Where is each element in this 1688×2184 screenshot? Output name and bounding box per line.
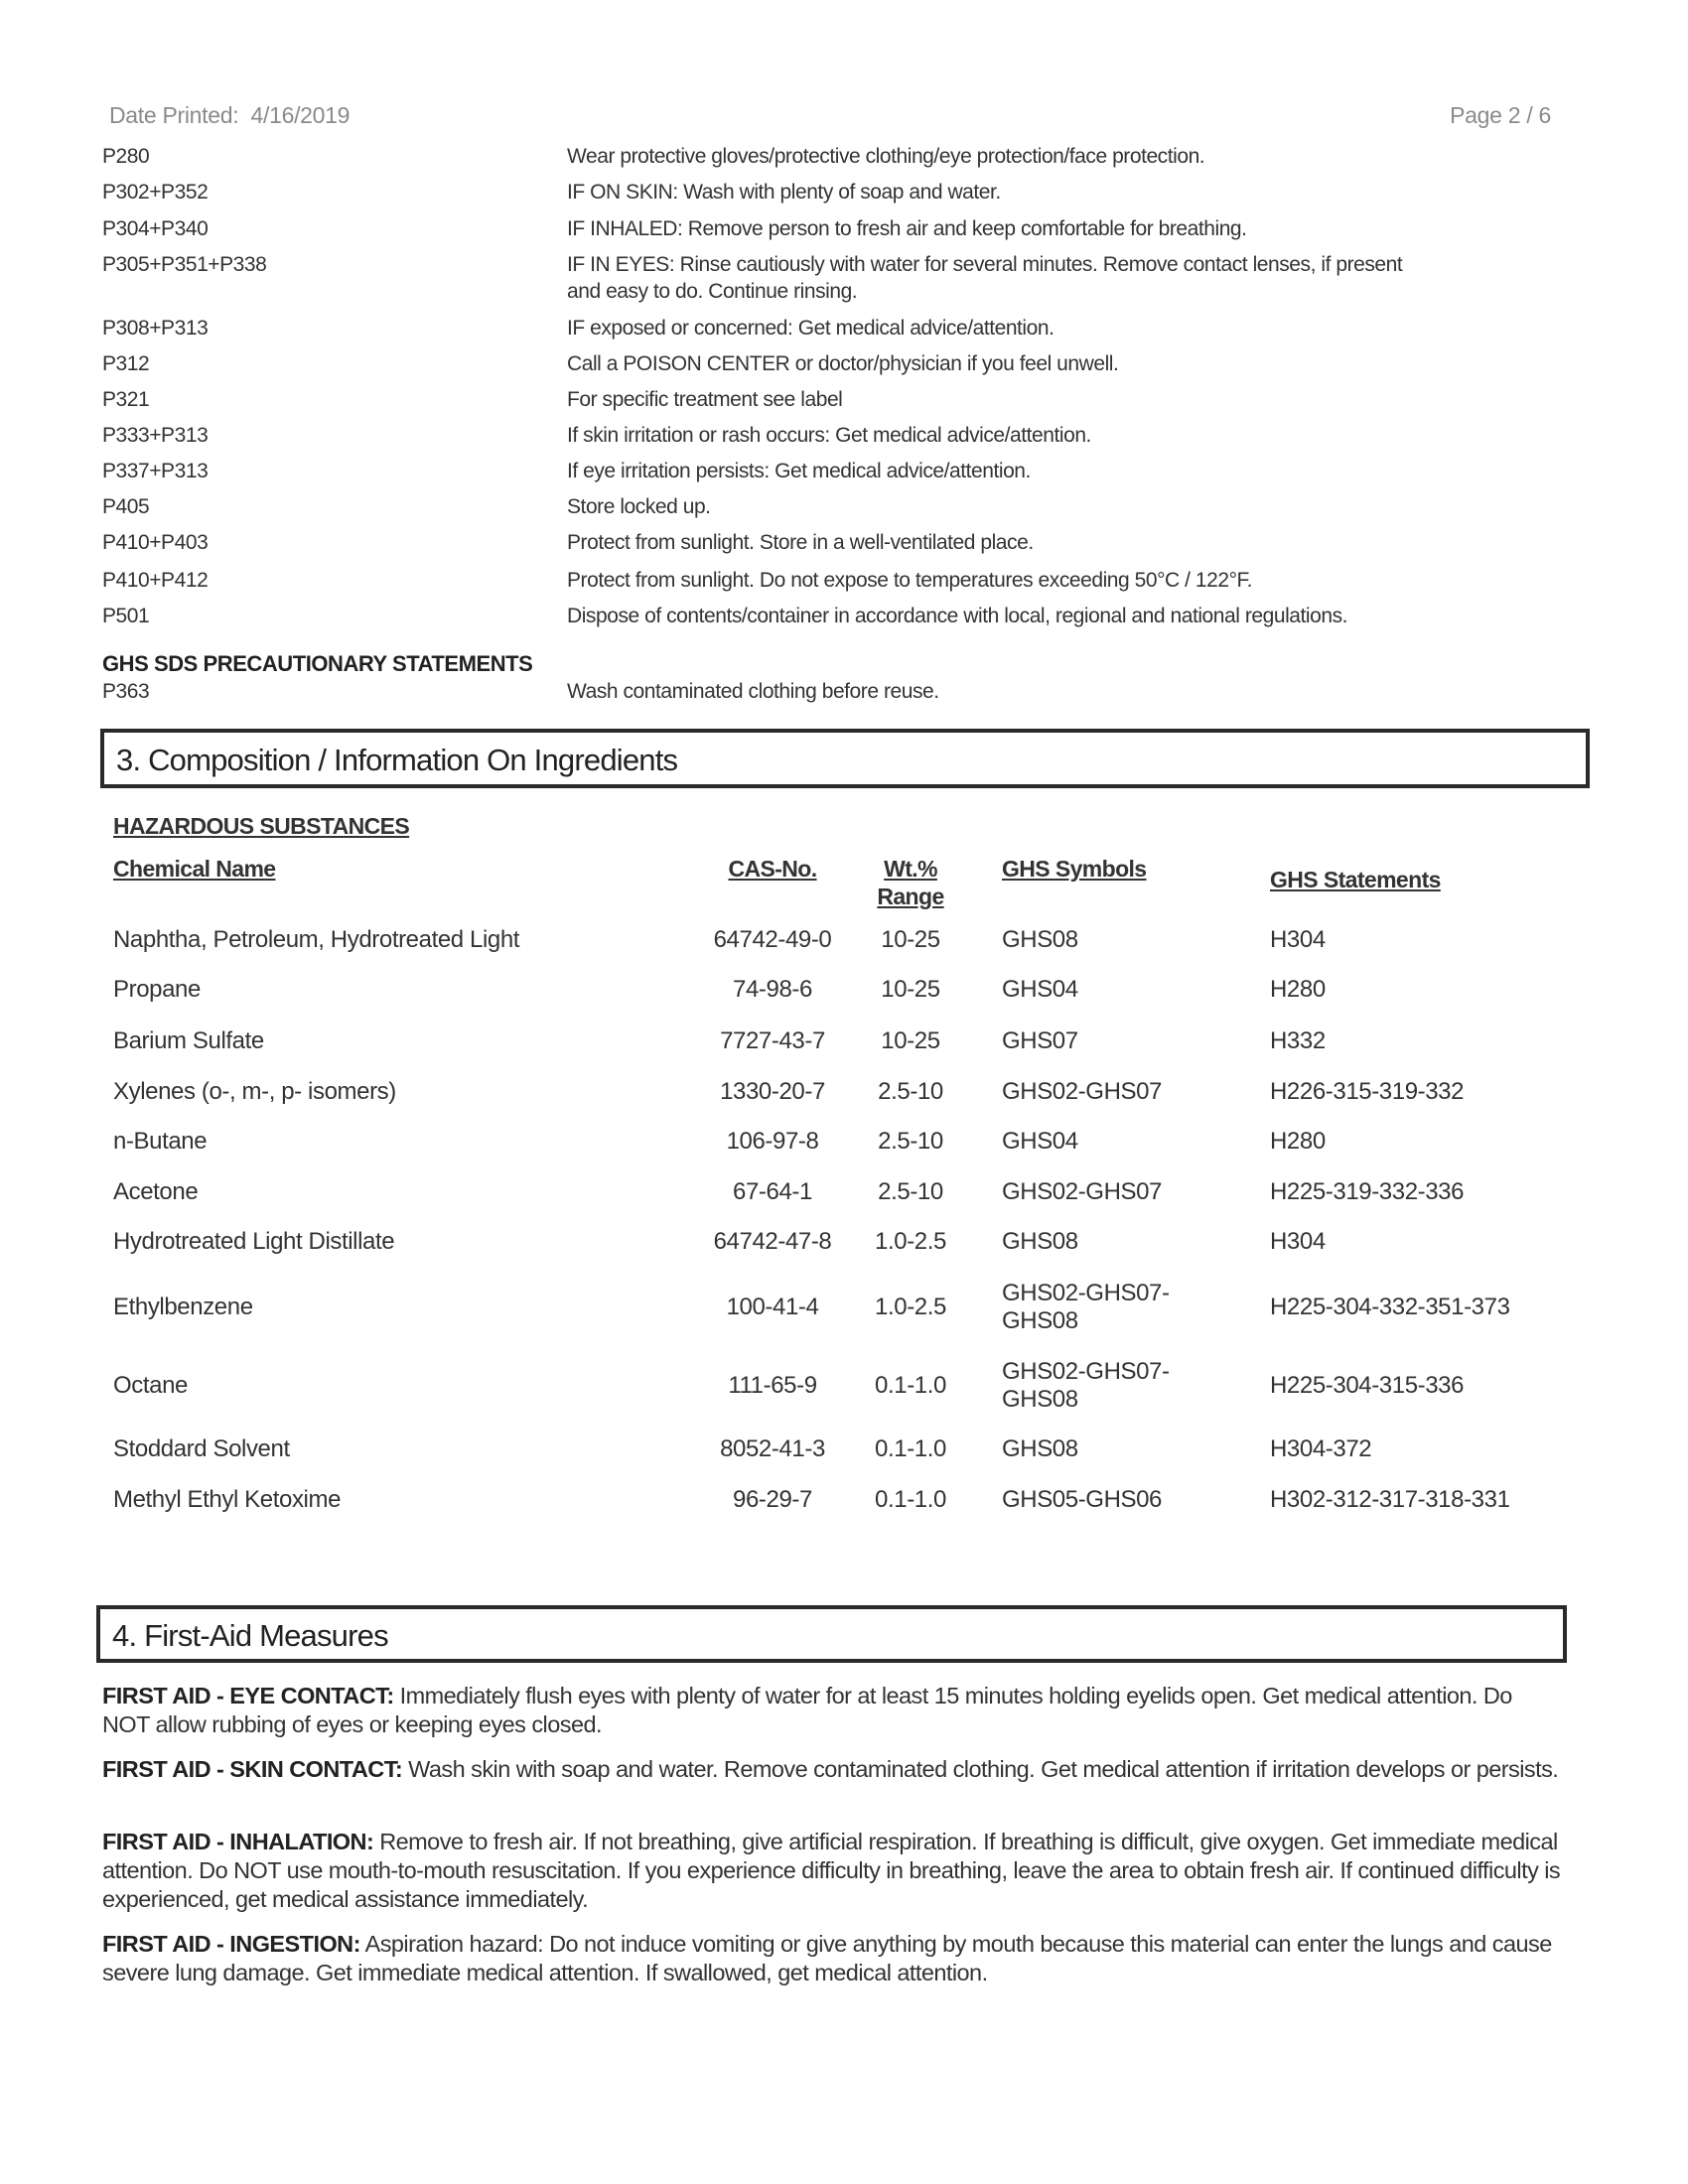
ghs-sds-heading: GHS SDS PRECAUTIONARY STATEMENTS — [102, 651, 533, 676]
section-3-header — [100, 729, 1590, 788]
first-aid-label: FIRST AID - SKIN CONTACT: — [102, 1756, 403, 1782]
precautionary-text: Protect from sunlight. Store in a well-ventilated place. — [567, 531, 1034, 554]
precautionary-code: P410+P403 — [102, 531, 209, 554]
ghs-symbols: GHS07 — [1002, 1027, 1078, 1054]
page-number: Page 2 / 6 — [1450, 102, 1551, 128]
cas-number: 1330-20-7 — [720, 1078, 825, 1105]
chemical-name: Acetone — [113, 1178, 199, 1205]
col-cas-no: CAS-No. — [728, 856, 817, 882]
precautionary-code: P333+P313 — [102, 424, 209, 447]
chemical-name: Naphtha, Petroleum, Hydrotreated Light — [113, 926, 520, 953]
chemical-name: Hydrotreated Light Distillate — [113, 1228, 395, 1255]
ghs-symbols: GHS08 — [1002, 1435, 1078, 1462]
ghs-statements: H304 — [1270, 926, 1326, 953]
section-3-title: 3. Composition / Information On Ingredients — [116, 743, 678, 777]
date-printed-value: 4/16/2019 — [250, 102, 351, 128]
precautionary-code: P304+P340 — [102, 217, 209, 240]
cas-number: 7727-43-7 — [720, 1027, 825, 1054]
ghs-symbols: GHS08 — [1002, 1228, 1078, 1255]
cas-number: 96-29-7 — [733, 1486, 812, 1513]
ghs-statements: H302-312-317-318-331 — [1270, 1486, 1510, 1513]
chemical-name: n-Butane — [113, 1128, 208, 1155]
precautionary-code: P410+P412 — [102, 569, 209, 592]
section-4-title: 4. First-Aid Measures — [112, 1618, 388, 1653]
first-aid-item — [102, 1930, 1562, 1987]
ghs-symbols: GHS05-GHS06 — [1002, 1486, 1162, 1513]
wt-range: 2.5-10 — [878, 1078, 943, 1105]
ghs-symbols: GHS02-GHS07 — [1002, 1178, 1162, 1205]
first-aid-item — [102, 1755, 1562, 1784]
ghs-statements: H225-304-315-336 — [1270, 1372, 1465, 1399]
cas-number: 74-98-6 — [733, 976, 812, 1003]
ghs-sds-text: Wash contaminated clothing before reuse. — [567, 680, 939, 703]
ghs-statements: H332 — [1270, 1027, 1326, 1054]
precautionary-code: P501 — [102, 605, 150, 627]
cas-number: 64742-49-0 — [713, 926, 832, 953]
precautionary-text: IF INHALED: Remove person to fresh air and keep comfortable for breathing. — [567, 217, 1247, 240]
wt-range: 10-25 — [881, 926, 940, 953]
chemical-name: Barium Sulfate — [113, 1027, 264, 1054]
cas-number: 67-64-1 — [733, 1178, 812, 1205]
first-aid-item — [102, 1682, 1562, 1739]
first-aid-text: Wash skin with soap and water. Remove contaminated clothing. Get medical attention if irritation develops or persists. — [402, 1756, 1559, 1782]
first-aid-label: FIRST AID - INHALATION: — [102, 1829, 374, 1854]
ghs-symbols-continued: GHS08 — [1002, 1386, 1078, 1413]
cas-number: 8052-41-3 — [720, 1435, 825, 1462]
precautionary-text: Protect from sunlight. Do not expose to temperatures exceeding 50°C / 122°F. — [567, 569, 1252, 592]
ghs-symbols: GHS04 — [1002, 976, 1078, 1003]
wt-range: 2.5-10 — [878, 1128, 943, 1155]
precautionary-text: Store locked up. — [567, 495, 711, 518]
ghs-statements: H304-372 — [1270, 1435, 1372, 1462]
precautionary-code: P308+P313 — [102, 317, 209, 340]
ghs-statements: H304 — [1270, 1228, 1326, 1255]
precautionary-code: P321 — [102, 388, 150, 411]
ghs-symbols: GHS04 — [1002, 1128, 1078, 1155]
cas-number: 106-97-8 — [726, 1128, 819, 1155]
wt-range: 1.0-2.5 — [875, 1228, 946, 1255]
ghs-sds-code: P363 — [102, 680, 150, 703]
ghs-statements: H225-304-332-351-373 — [1270, 1294, 1510, 1320]
precautionary-text: Wear protective gloves/protective clothing/eye protection/face protection. — [567, 145, 1205, 168]
chemical-name: Stoddard Solvent — [113, 1435, 290, 1462]
precautionary-text: IF exposed or concerned: Get medical advice/attention. — [567, 317, 1055, 340]
ghs-symbols: GHS02-GHS07- — [1002, 1358, 1170, 1385]
precautionary-text: If eye irritation persists: Get medical advice/attention. — [567, 460, 1031, 482]
precautionary-text-continued: and easy to do. Continue rinsing. — [567, 280, 858, 303]
chemical-name: Octane — [113, 1372, 188, 1399]
ghs-statements: H280 — [1270, 976, 1326, 1003]
precautionary-text: IF IN EYES: Rinse cautiously with water for several minutes. Remove contact lenses, if present — [567, 253, 1403, 276]
col-ghs-statements: GHS Statements — [1270, 867, 1441, 892]
col-chemical-name: Chemical Name — [113, 856, 276, 882]
section-4-header — [96, 1605, 1567, 1663]
wt-range: 1.0-2.5 — [875, 1294, 946, 1320]
chemical-name: Xylenes (o-, m-, p- isomers) — [113, 1078, 396, 1105]
hazardous-substances-heading: HAZARDOUS SUBSTANCES — [113, 813, 410, 839]
col-wt-label: Wt.% — [884, 856, 937, 882]
wt-range: 2.5-10 — [878, 1178, 943, 1205]
wt-range: 0.1-1.0 — [875, 1435, 946, 1462]
precautionary-code: P405 — [102, 495, 150, 518]
chemical-name: Methyl Ethyl Ketoxime — [113, 1486, 342, 1513]
ghs-statements: H225-319-332-336 — [1270, 1178, 1465, 1205]
precautionary-text: If skin irritation or rash occurs: Get medical advice/attention. — [567, 424, 1091, 447]
ghs-symbols-continued: GHS08 — [1002, 1307, 1078, 1334]
first-aid-label: FIRST AID - EYE CONTACT: — [102, 1683, 394, 1708]
first-aid-text: Aspiration hazard: Do not induce vomiting or give anything by mouth because this material can enter the lungs and cause severe lung damage. Get immediate medical attention. If swallowed, get medical attention. — [102, 1931, 1552, 1985]
first-aid-text: Remove to fresh air. If not breathing, give artificial respiration. If breathing is difficult, give oxygen. Get immediate medical attention. Do NOT use mouth-to-mouth resuscitation. If you experience difficulty in breathing, leave the area to obtain fresh air. If continued difficulty is experienced, get medical assistance immediately. — [102, 1829, 1561, 1912]
col-ghs-symbols: GHS Symbols — [1002, 856, 1147, 882]
wt-range: 0.1-1.0 — [875, 1486, 946, 1513]
ghs-statements: H280 — [1270, 1128, 1326, 1155]
date-printed — [109, 102, 350, 129]
first-aid-label: FIRST AID - INGESTION: — [102, 1931, 360, 1957]
wt-range: 10-25 — [881, 1027, 940, 1054]
ghs-symbols: GHS02-GHS07- — [1002, 1280, 1170, 1306]
precautionary-code: P337+P313 — [102, 460, 209, 482]
precautionary-code: P312 — [102, 352, 150, 375]
col-range-label: Range — [877, 884, 944, 909]
chemical-name: Propane — [113, 976, 201, 1003]
precautionary-text: Dispose of contents/container in accordance with local, regional and national regulations. — [567, 605, 1348, 627]
precautionary-text: IF ON SKIN: Wash with plenty of soap and water. — [567, 181, 1001, 204]
precautionary-text: Call a POISON CENTER or doctor/physician if you feel unwell. — [567, 352, 1119, 375]
cas-number: 111-65-9 — [728, 1372, 817, 1399]
precautionary-text: For specific treatment see label — [567, 388, 843, 411]
wt-range: 10-25 — [881, 976, 940, 1003]
wt-range: 0.1-1.0 — [875, 1372, 946, 1399]
precautionary-code: P280 — [102, 145, 150, 168]
cas-number: 64742-47-8 — [713, 1228, 832, 1255]
first-aid-text: Immediately flush eyes with plenty of water for at least 15 minutes holding eyelids open. Get medical attention. Do NOT allow rubbing of eyes or keeping eyes closed. — [102, 1683, 1512, 1737]
col-wt-range — [877, 855, 943, 910]
precautionary-code: P302+P352 — [102, 181, 209, 204]
precautionary-code: P305+P351+P338 — [102, 253, 267, 276]
ghs-symbols: GHS08 — [1002, 926, 1078, 953]
ghs-symbols: GHS02-GHS07 — [1002, 1078, 1162, 1105]
ghs-statements: H226-315-319-332 — [1270, 1078, 1465, 1105]
cas-number: 100-41-4 — [726, 1294, 819, 1320]
date-printed-label: Date Printed: — [109, 102, 239, 128]
first-aid-item — [102, 1828, 1562, 1914]
chemical-name: Ethylbenzene — [113, 1294, 253, 1320]
